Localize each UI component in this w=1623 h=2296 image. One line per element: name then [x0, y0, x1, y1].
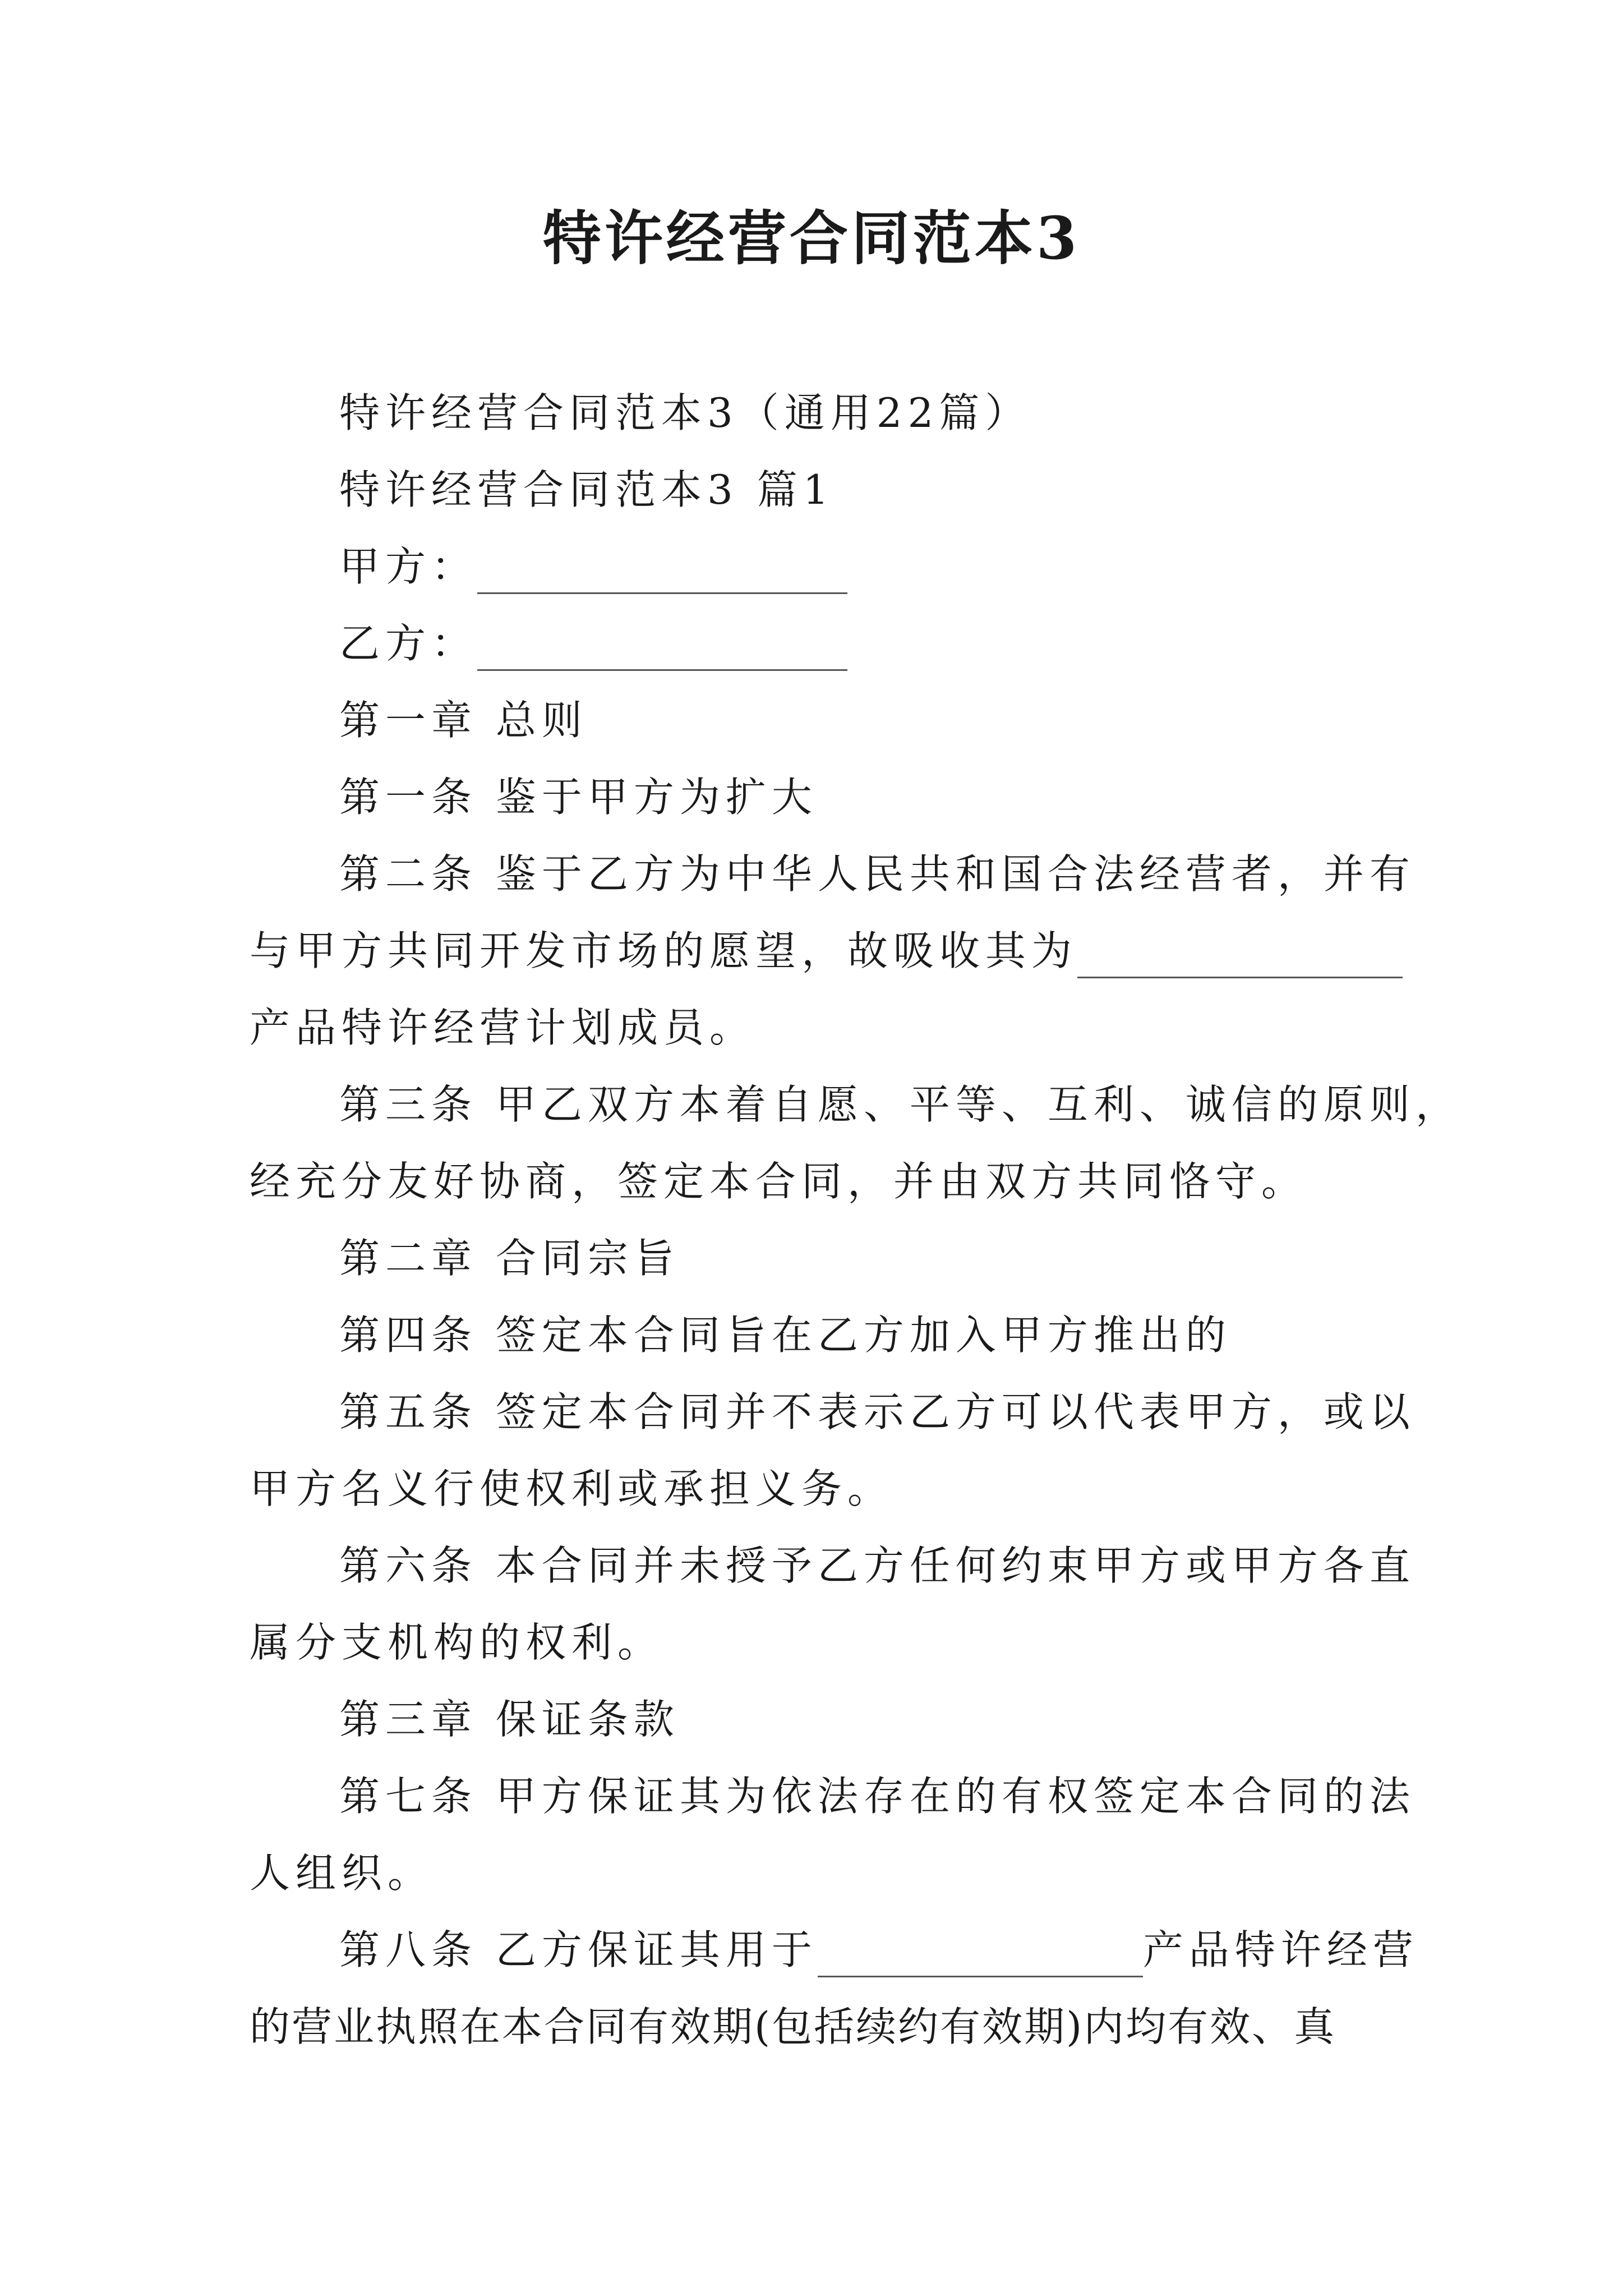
article-5-line-2: 甲方名义行使权利或承担义务。: [250, 1465, 894, 1512]
product-name-blank: [1077, 928, 1403, 978]
article-8-text-end: 产品特许经营: [1142, 1926, 1419, 1973]
party-a-label: 甲方：: [339, 543, 478, 590]
article-5-line-1: 第五条 签定本合同并不表示乙方可以代表甲方，或以: [339, 1388, 1415, 1435]
article-7-line-1: 第七条 甲方保证其为依法存在的有权签定本合同的法: [339, 1773, 1415, 1820]
product-name-blank: [818, 1927, 1143, 1977]
party-b-label: 乙方：: [339, 620, 478, 667]
section-heading: 特许经营合同范本3 篇1: [339, 466, 834, 513]
article-2-line-3: 产品特许经营计划成员。: [250, 1004, 756, 1051]
party-b-line: [250, 605, 1382, 682]
chapter-heading: 第三章 保证条款: [339, 1696, 680, 1743]
article-1: 第一条 鉴于甲方为扩大: [339, 774, 818, 821]
article-3-line-1: 第三条 甲乙双方本着自愿、平等、互利、诚信的原则，: [339, 1081, 1461, 1128]
article-6-line-2: 属分支机构的权利。: [250, 1619, 664, 1666]
document-body: [250, 375, 1461, 2065]
article-7-line-2: 人组织。: [250, 1849, 434, 1897]
party-b-blank: [477, 621, 847, 671]
article-8-text-start: 第八条 乙方保证其用于: [339, 1926, 818, 1973]
subtitle-line: 特许经营合同范本3（通用22篇）: [339, 389, 1031, 436]
party-a-line: [250, 528, 1382, 605]
chapter-heading: 第一章 总则: [339, 697, 588, 744]
chapter-heading: 第二章 合同宗旨: [339, 1235, 680, 1282]
article-4: 第四条 签定本合同旨在乙方加入甲方推出的: [339, 1312, 1232, 1359]
article-2-line-1: 第二条 鉴于乙方为中华人民共和国合法经营者，并有: [339, 850, 1415, 898]
article-2-line-2: [250, 913, 1382, 990]
article-3-line-2: 经充分友好协商，签定本合同，并由双方共同恪守。: [250, 1158, 1308, 1205]
article-8-line-1: [250, 1912, 1419, 1989]
article-8-line-2: 的营业执照在本合同有效期(包括续约有效期)内均有效、真: [250, 2003, 1336, 2050]
article-6-line-1: 第六条 本合同并未授予乙方任何约束甲方或甲方各直: [339, 1542, 1415, 1589]
document-title: 特许经营合同范本3: [542, 204, 1081, 273]
party-a-blank: [477, 544, 847, 594]
article-2-text: 与甲方共同开发市场的愿望，故吸收其为: [250, 927, 1078, 974]
